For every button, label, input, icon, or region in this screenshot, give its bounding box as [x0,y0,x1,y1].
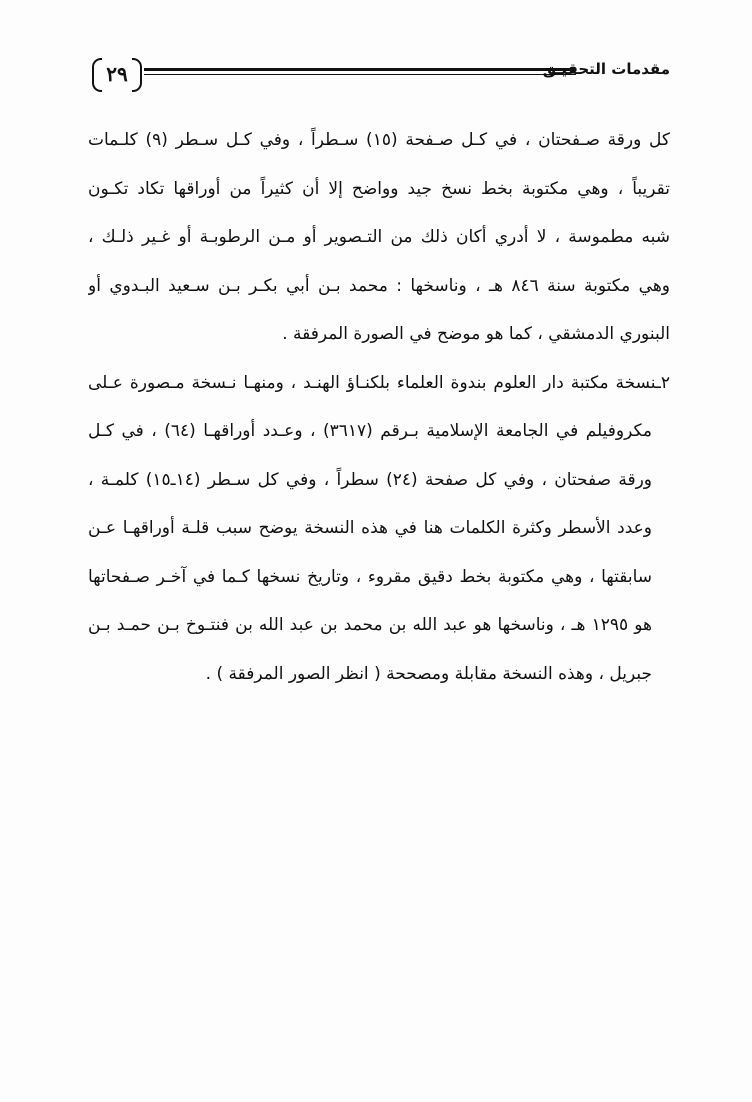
header-rule-thick [144,68,576,71]
text-line: ورقة صفحتان ، وفي كل صفحة (٢٤) سطراً ، وفي كل سـطر (١٤ـ١٥) كلمـة ، [88,469,653,490]
header-rule-thin [144,74,576,75]
brace-left-ornament [92,58,102,92]
running-header [92,56,670,96]
text-line: وعدد الأسطر وكثرة الكلمات هنا في هذه النسخة يوضح سبب قلـة أوراقهـا عـن [88,518,652,538]
body-text [88,116,670,698]
page-number: ٢٩ [106,62,128,86]
text-line: هو ١٢٩٥ هـ ، وناسخها هو عبد الله بن محمد بن عبد الله بن فنتـوخ بـن حمـد بـن [88,615,652,635]
list-item-number: ٢ـ [655,372,670,393]
text-line: البنوري الدمشقي ، كما هو موضح في الصورة المرفقة . [282,324,670,344]
text-line: شبه مطموسة ، لا أدري أكان ذلك من التـصوير أو مـن الرطوبـة أو غـير ذلـك ، [88,227,670,247]
brace-right-ornament [132,58,142,92]
text-line: مكروفيلم في الجامعة الإسلامية بـرقم (٣٦١٧) ، وعـدد أوراقهـا (٦٤) ، في كـل [88,421,652,441]
text-line: جبريل ، وهذه النسخة مقابلة ومصححة ( انظر الصور المرفقة ) . [205,663,652,684]
text-line: تقريباً ، وهي مكتوبة بخط نسخ جيد وواضح إلا أن كثيراً من أوراقها تكاد تكـون [88,178,670,199]
text-line: كل ورقة صـفحتان ، في كـل صـفحة (١٥) سـطراً ، وفي كـل سـطر (٩) كلـمات [88,130,670,150]
list-item-first-line [88,359,670,408]
text-line: سابقتها ، وهي مكتوبة بخط دقيق مقروء ، وتاريخ نسخها كـما في آخـر صـفحاتها [88,566,652,587]
paragraph-2 [88,359,670,699]
text-line: نسخة مكتبة دار العلوم بندوة العلماء بلكنـاؤ الهنـد ، ومنهـا نـسخة مـصورة عـلى [88,372,656,393]
text-line: وهي مكتوبة سنة ٨٤٦ هـ ، وناسخها : محمد بـن أبي بكـر بـن سـعيد البـدوي أو [88,275,670,296]
running-title: مقدمات التحقيـق [542,60,670,78]
page-number-ornament [92,56,142,92]
paragraph-1 [88,116,670,359]
